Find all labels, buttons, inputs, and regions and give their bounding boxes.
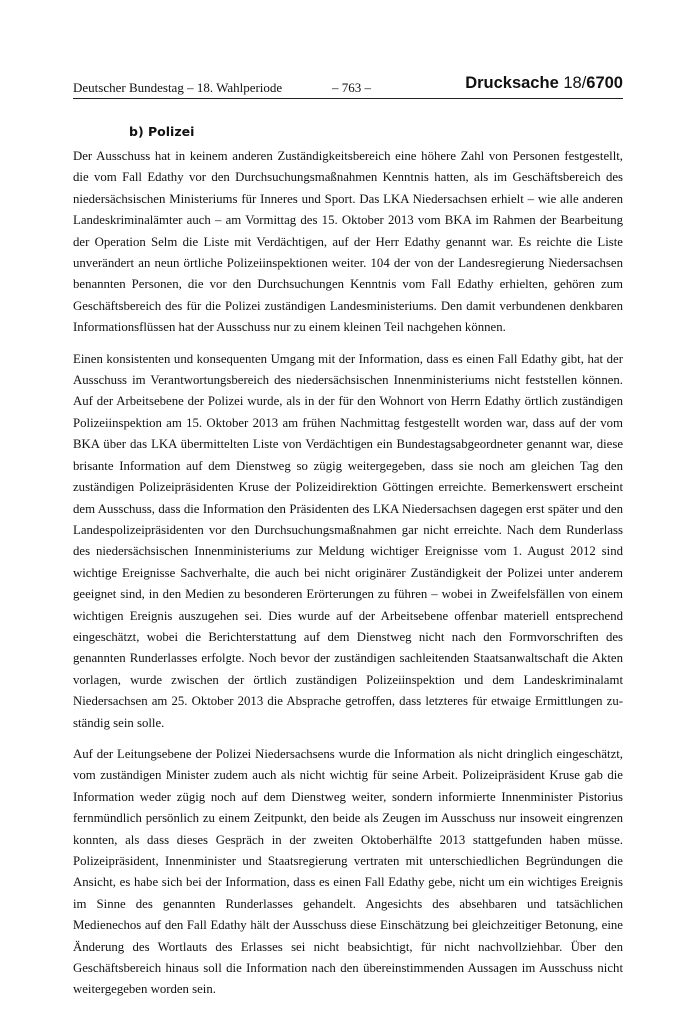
paragraph-3: Auf der Leitungsebene der Polizei Niedersachsens wurde die Information als nicht dringlich eingeschätzt, vom zuständigen Minister zudem auch als nicht wichtig für seine Arbeit. Polizeipräsident Kruse gab die Information weder zügig noch auf dem Dienstweg weiter, sondern informierte Innenminister Pistorius fernmündlich persönlich zu einem Zeitpunkt, den beide als Zeugen im Ausschuss nur insoweit eingrenzen konnten, als dass dieses Gespräch in der zweiten Oktoberhälfte 2013 stattgefunden haben müsse. Polizeipräsident, Innenminister und Staatsregierung vertraten mit unterschiedlichen Begründungen die Ansicht, es habe sich bei der Information, dass es einen Fall Edathy gebe, nicht um ein wichtiges Ereignis im Sinne des genannten Runderlasses gehandelt. Angesichts des absehbaren und tatsächlichen Medienechos auf den Fall Edathy hält der Ausschuss diese Einschätzung bei gleichzeitiger Betonung, eine Änderung des Wortlauts des Erlasses sei nicht beabsichtigt, für nicht nachvollziehbar. Über den Geschäftsbereich hinaus soll die Information nach den übereinstimmenden Aussagen im Ausschuss nicht weitergegeben worden sein.: [73, 746, 623, 997]
document-type: Drucksache: [465, 74, 559, 92]
body-text: [73, 122, 623, 1011]
section-heading: b) Polizei: [129, 124, 195, 139]
header-publisher: Deutscher Bundestag – 18. Wahlperiode: [73, 80, 283, 95]
paragraph-1: Der Ausschuss hat in keinem anderen Zuständigkeitsbereich eine höhere Zahl von Personen festgestellt, die vom Fall Edathy vor den Durchsuchungsmaßnahmen Kenntnis hatten, als im Geschäftsbereich des niedersächsischen Ministeriums für Inneres und Sport. Das LKA Niedersachsen erhielt – wie alle anderen Landeskriminalämter auch – am Vormittag des 15. Oktober 2013 vom BKA im Rahmen der Bearbeitung der Operation Selm die Liste mit Verdächtigen, auf der Herr Edathy genannt war. Es reichte die Liste unverändert an neun örtliche Polizeiinspektionen weiter. 104 der von der Landesregierung Niedersachsen benannten Personen, die vor den Durchsuchungen Kenntnis vom Fall Edathy erhielten, gehören zum Geschäftsbereich des für die Polizei zuständigen Landesministeriums. Den damit verbundenen denkbaren Informationsflüssen hat der Ausschuss nur zu einem kleinen Teil nachgehen können.: [73, 149, 623, 335]
header-rule: [73, 98, 623, 99]
document-number: [465, 74, 623, 93]
document-number-prefix: 18/: [563, 74, 587, 92]
page-header: [73, 74, 623, 98]
document-number-main: 6700: [586, 74, 623, 92]
paragraph-2: Einen konsistenten und konsequenten Umgang mit der Information, dass es einen Fall Edathy gibt, hat der Ausschuss im Verantwortungsbereich des niedersächsischen Innenministeriums nicht feststellen können. Auf der Arbeitsebene der Polizei wurde, als in der für den Wohnort von Herrn Edathy örtlich zuständigen Polizeiinspektion am 15. Oktober 2013 am frühen Nachmittag festgestellt worden war, dass auf der vom BKA über das LKA übermittelten Liste von Verdächtigen ein Bundestagsabgeordneter genannt war, diese brisante Information auf dem Dienstweg so zügig weitergegeben, dass sie noch am gleichen Tag den zuständigen Polizeipräsidenten Kruse der Polizeidirektion Göttingen erreichte. Bemerkenswert erscheint dem Ausschuss, dass die Information den Präsidenten des LKA Niedersachsen dagegen erst später und den Landespolizeipräsidenten vor den Durchsuchungsmaßnahmen gar nicht erreichte. Nach dem Runderlass des niedersächsischen Innenministeriums zur Meldung wichtiger Ereignisse vom 1. August 2012 sind wichtige Ereignisse Sachverhalte, die auch bei nicht originärer Zuständigkeit der Polizei unter anderem geeignet sind, in den Medien zu besonderen Erörterungen zu führen – wobei in Zweifelsfällen von einem wichtigen Ereignis auszugehen sei. Dies wurde auf der Arbeitsebene offenbar materiell entsprechend eingeschätzt, wobei die Berichterstattung auf dem Dienstweg nicht nach den Formvorschriften des genannten Runderlasses erfolgte. Noch bevor der zuständigen sachleitenden Staatsanwaltschaft die Akten vorlagen, wurde zwischen der örtlich zuständigen Polizeiinspektion und dem Landeskriminalamt Niedersachsen am 25. Oktober 2013 die Absprache getroffen, dass letzteres für etwaige Ermittlungen zuständig sein solle.: [73, 351, 623, 730]
page-number: – 763 –: [332, 80, 371, 95]
